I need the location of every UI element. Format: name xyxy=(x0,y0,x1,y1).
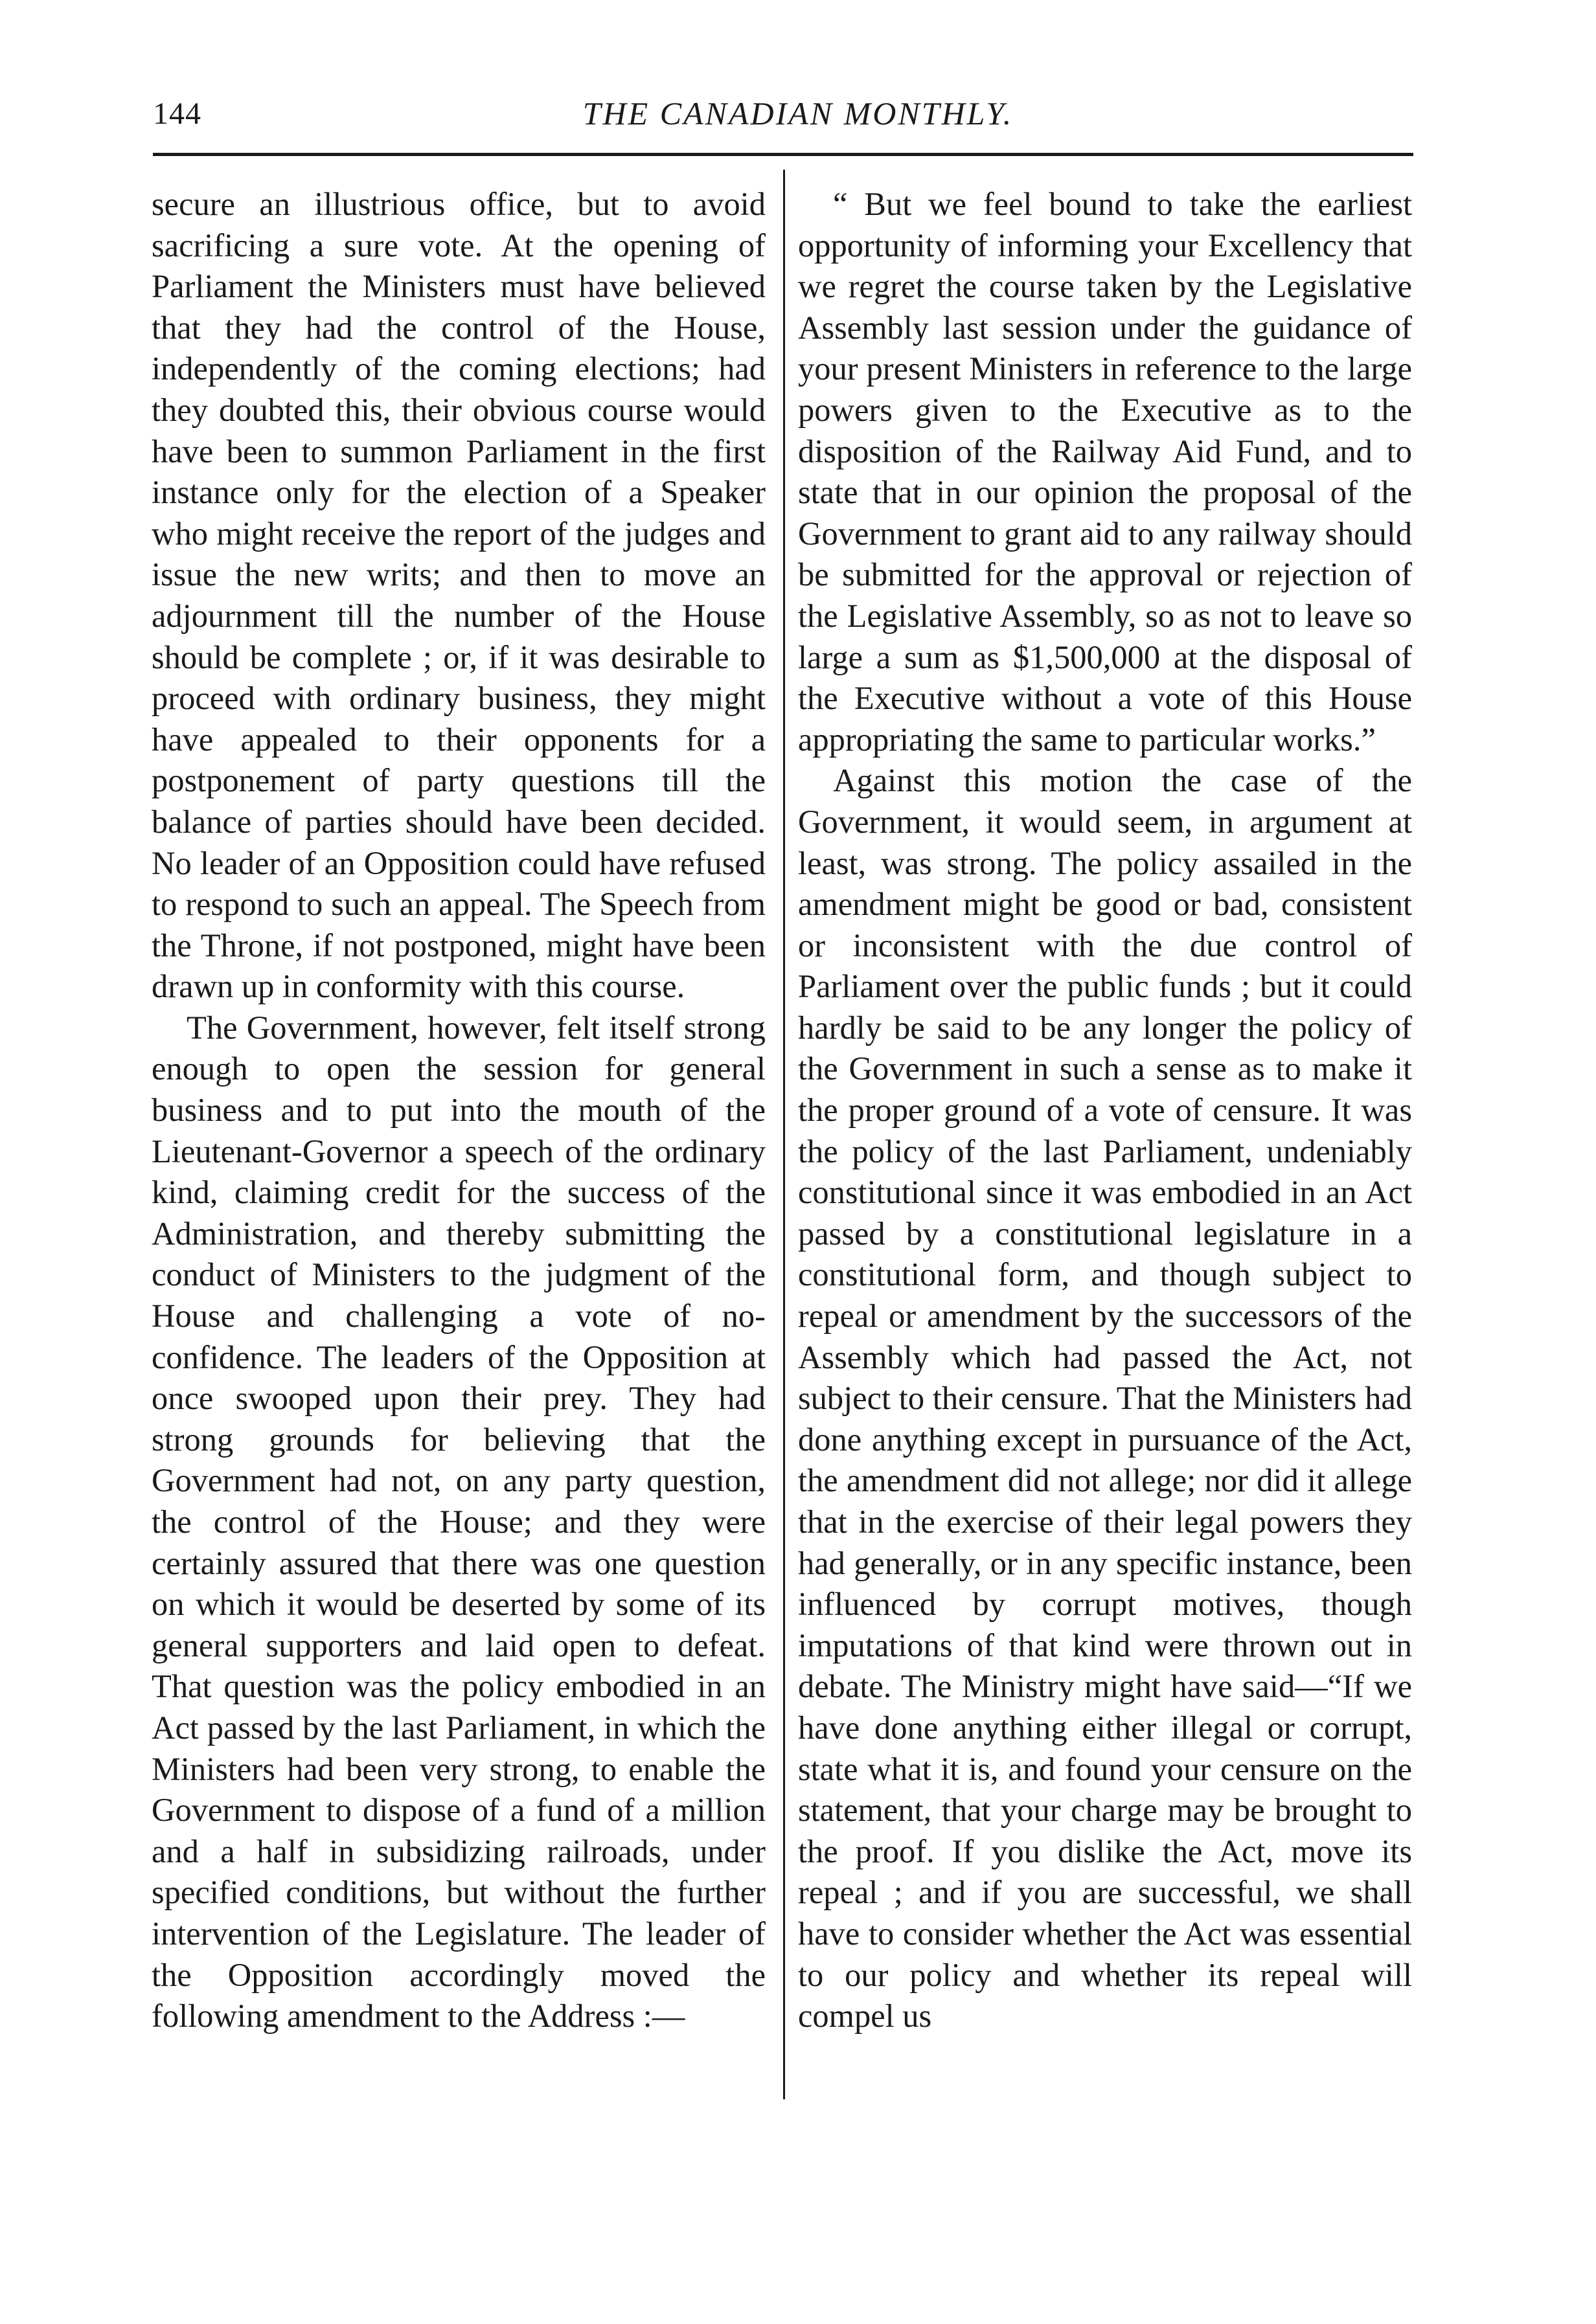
header-rule xyxy=(153,153,1413,156)
running-title: THE CANADIAN MONTHLY. xyxy=(582,95,1014,131)
quoted-amendment: “ But we feel bound to take the earliest opportunity of informing your Excellency that we regret the course taken by the Legislative Assembly last session under the guidance of your present Ministers in reference to the large powers given to the Executive as to the disposition of the Railway Aid Fund, and to state that in our opinion the proposal of the Government to grant aid to any railway should be submitted for the approval or rejection of the Legislative Assembly, so as not to leave so large a sum as $1,500,000 at the disposal of the Executive without a vote of this House appropriating the same to particular works.” xyxy=(798,186,1412,758)
paragraph: Against this motion the case of the Government, it would seem, in argument at least, was strong. The policy assailed in the amendment might be good or bad, consistent or inconsistent with the due control of Parliament over the public funds ; but it could hardly be said to be any longer the policy of the Government in such a sense as to make it the proper ground of a vote of censure. It was the policy of the last Parliament, undeniably constitutional since it was embodied in an Act passed by a constitutional legislature in a constitutional form, and though subject to repeal or amendment by the successors of the Assembly which had passed the Act, not subject to their censure. That the Ministers had done anything except in pursuance of the Act, the amendment did not allege; nor did it allege that in the exercise of their legal powers they had generally, or in any specific instance, been influenced by corrupt motives, though imputations of that kind were thrown out in debate. The Ministry might have said—“If we have done anything either illegal or corrupt, state what it is, and found your censure on the statement, that your charge may be brought to the proof. If you dislike the Act, move its repeal ; and if you are successful, we shall have to consider whether the Act was essential to our policy and whether its repeal will compel us xyxy=(798,762,1412,2035)
right-column xyxy=(798,184,1412,2037)
paragraph: The Government, however, felt itself strong enough to open the session for general business and to put into the mouth of the Lieutenant-Governor a speech of the ordinary kind, claiming credit for the success of the Administration, and thereby submitting the conduct of Ministers to the judgment of the House and challenging a vote of no-confidence. The leaders of the Opposition at once swooped upon their prey. They had strong grounds for believing that the Government had not, on any party question, the control of the House; and they were certainly assured that there was one question on which it would be deserted by some of its general supporters and laid open to defeat. That question was the policy embodied in an Act passed by the last Parliament, in which the Ministers had been very strong, to enable the Government to dispose of a fund of a million and a half in subsidizing railroads, under specified conditions, but without the further intervention of the Legislature. The leader of the Opposition accordingly moved the following amendment to the Address :— xyxy=(152,1009,766,2035)
column-divider xyxy=(783,170,785,2099)
page-number: 144 xyxy=(153,96,201,131)
paragraph: secure an illustrious office, but to avoid sacrificing a sure vote. At the opening of Parliament the Ministers must have believed that they had the control of the House, independently of the coming elections; had they doubted this, their obvious course would have been to summon Parliament in the first instance only for the election of a Speaker who might receive the report of the judges and issue the new writs; and then to move an adjournment till the number of the House should be complete ; or, if it was desirable to proceed with ordinary business, they might have appealed to their opponents for a postponement of party questions till the balance of parties should have been decided. No leader of an Opposition could have refused to respond to such an appeal. The Speech from the Throne, if not postponed, might have been drawn up in conformity with this course. xyxy=(152,186,766,1005)
left-column xyxy=(152,184,766,2037)
